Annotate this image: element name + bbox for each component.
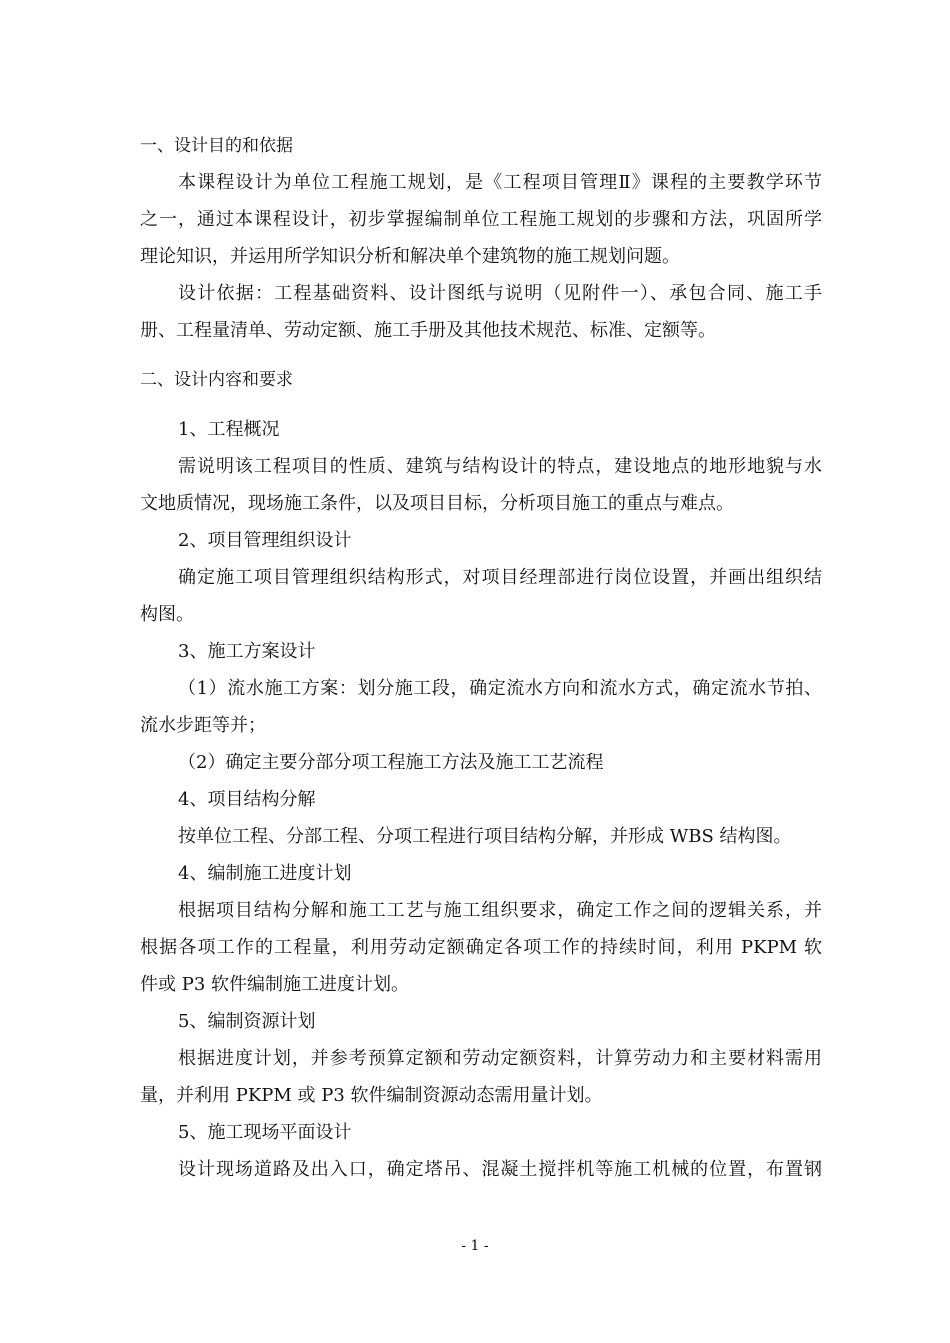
paragraph-line: 需说明该工程项目的性质、建筑与结构设计的特点，建设地点的地形地貌与水 (178, 456, 822, 477)
paragraph-line: 设计依据：工程基础资料、设计图纸与说明（见附件一）、承包合同、施工手 (178, 283, 822, 304)
paragraph-line: 构图。 (140, 604, 194, 625)
subsection-title: 3、施工方案设计 (178, 641, 316, 662)
paragraph-line: （2）确定主要分部分项工程施工方法及施工工艺流程 (178, 752, 604, 773)
subsection-title: 4、编制施工进度计划 (178, 863, 352, 884)
paragraph-line: 量，并利用 PKPM 或 P3 软件编制资源动态需用量计划。 (140, 1085, 603, 1106)
section-heading-1: 一、设计目的和依据 (140, 136, 293, 156)
paragraph-line: 理论知识，并运用所学知识分析和解决单个建筑物的施工规划问题。 (140, 246, 680, 267)
subsection-title: 1、工程概况 (178, 419, 280, 440)
paragraph-line: 流水步距等并； (140, 715, 266, 736)
paragraph-line: 按单位工程、分部工程、分项工程进行项目结构分解，并形成 WBS 结构图。 (178, 826, 792, 847)
section-heading-2: 二、设计内容和要求 (140, 370, 293, 390)
subsection-title: 5、编制资源计划 (178, 1011, 316, 1032)
paragraph-line: 文地质情况，现场施工条件，以及项目目标，分析项目施工的重点与难点。 (140, 493, 734, 514)
paragraph-line: 确定施工项目管理组织结构形式，对项目经理部进行岗位设置，并画出组织结 (178, 567, 822, 588)
paragraph-line: 根据项目结构分解和施工工艺与施工组织要求，确定工作之间的逻辑关系，并 (178, 900, 822, 921)
paragraph-line: 本课程设计为单位工程施工规划，是《工程项目管理Ⅱ》课程的主要教学环节 (178, 172, 822, 193)
page-number: - 1 - (461, 1238, 489, 1254)
paragraph-line: 之一，通过本课程设计，初步掌握编制单位工程施工规划的步骤和方法，巩固所学 (140, 209, 822, 230)
paragraph-line: 设计现场道路及出入口，确定塔吊、混凝土搅拌机等施工机械的位置，布置钢 (178, 1159, 822, 1180)
paragraph-line: 件或 P3 软件编制施工进度计划。 (140, 974, 410, 995)
paragraph-line: （1）流水施工方案：划分施工段，确定流水方向和流水方式，确定流水节拍、 (178, 678, 822, 699)
paragraph-line: 册、工程量清单、劳动定额、施工手册及其他技术规范、标准、定额等。 (140, 320, 716, 341)
subsection-title: 4、项目结构分解 (178, 789, 316, 810)
subsection-title: 5、施工现场平面设计 (178, 1122, 352, 1143)
paragraph-line: 根据进度计划，并参考预算定额和劳动定额资料，计算劳动力和主要材料需用 (178, 1048, 822, 1069)
paragraph-line: 根据各项工作的工程量，利用劳动定额确定各项工作的持续时间，利用 PKPM 软 (140, 937, 822, 958)
subsection-title: 2、项目管理组织设计 (178, 530, 352, 551)
